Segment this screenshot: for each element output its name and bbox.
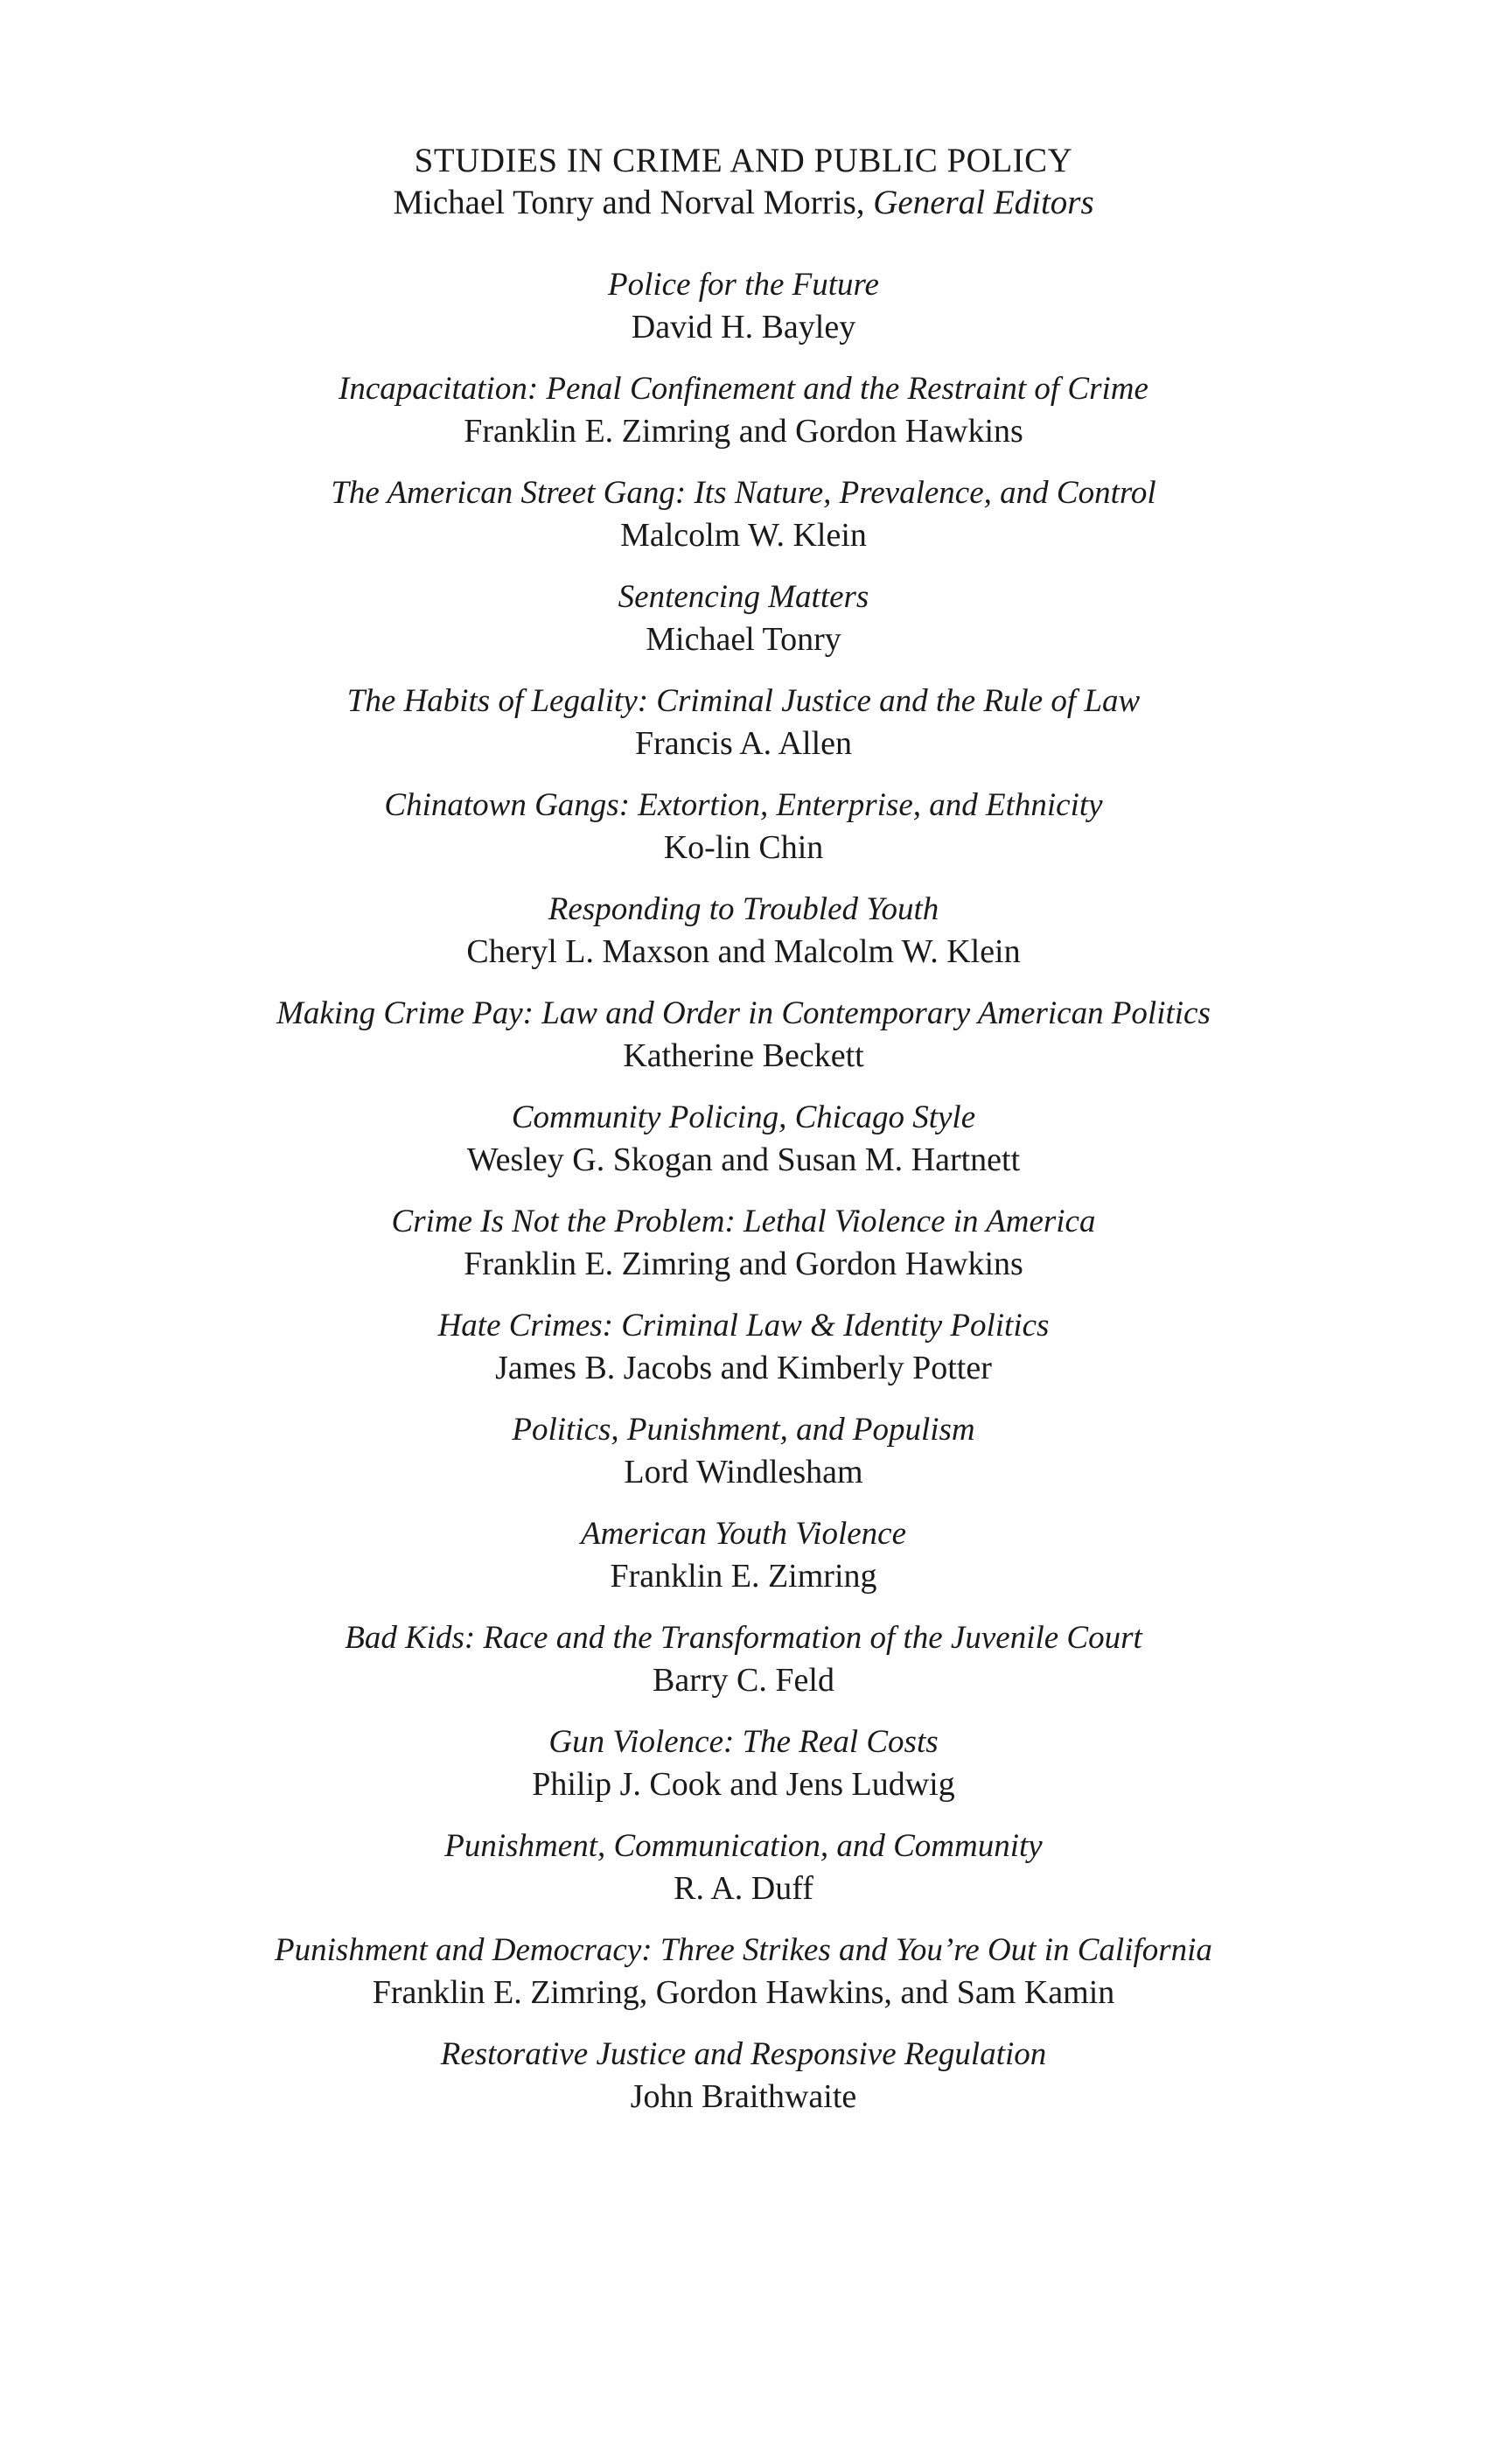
book-title: Politics, Punishment, and Populism bbox=[512, 1412, 975, 1448]
book-title: The Habits of Legality: Criminal Justice and the Rule of Law bbox=[346, 683, 1141, 719]
book-author: Michael Tonry bbox=[646, 621, 841, 658]
book-title: Incapacitation: Penal Confinement and the Restraint of Crime bbox=[339, 371, 1148, 407]
book-entry bbox=[0, 368, 1487, 452]
book-author: Franklin E. Zimring and Gordon Hawkins bbox=[464, 413, 1023, 450]
book-entry bbox=[0, 1513, 1487, 1597]
book-entry bbox=[0, 1930, 1487, 2014]
book-author: Francis A. Allen bbox=[634, 725, 853, 762]
book-entry bbox=[0, 889, 1487, 973]
book-author: John Braithwaite bbox=[630, 2078, 857, 2115]
book-entry bbox=[0, 1201, 1487, 1285]
book-author: James B. Jacobs and Kimberly Potter bbox=[495, 1350, 992, 1386]
book-author: Lord Windlesham bbox=[624, 1454, 863, 1490]
series-page bbox=[0, 140, 1487, 2138]
book-author: Franklin E. Zimring bbox=[610, 1558, 877, 1595]
book-author: Wesley G. Skogan and Susan M. Hartnett bbox=[466, 1141, 1021, 1178]
book-author: Franklin E. Zimring and Gordon Hawkins bbox=[464, 1246, 1023, 1282]
book-entry bbox=[0, 785, 1487, 869]
book-entry bbox=[0, 993, 1487, 1077]
book-title: Punishment, Communication, and Community bbox=[444, 1828, 1043, 1864]
book-entry bbox=[0, 681, 1487, 764]
book-title: The American Street Gang: Its Nature, Prevalence, and Control bbox=[331, 475, 1156, 511]
book-title: Community Policing, Chicago Style bbox=[511, 1099, 976, 1135]
book-entry bbox=[0, 472, 1487, 556]
book-title: Sentencing Matters bbox=[618, 579, 869, 615]
book-title: Police for the Future bbox=[608, 267, 879, 303]
book-author: R. A. Duff bbox=[674, 1870, 813, 1907]
book-author: Malcolm W. Klein bbox=[620, 517, 867, 554]
book-title: Gun Violence: The Real Costs bbox=[548, 1724, 939, 1760]
book-title: American Youth Violence bbox=[581, 1516, 906, 1552]
book-title: Chinatown Gangs: Extortion, Enterprise, and Ethnicity bbox=[384, 787, 1103, 823]
book-entry bbox=[0, 1617, 1487, 1701]
book-entry bbox=[0, 576, 1487, 660]
book-entry bbox=[0, 1825, 1487, 1909]
book-title: Hate Crimes: Criminal Law & Identity Politics bbox=[437, 1308, 1050, 1344]
book-entry bbox=[0, 2034, 1487, 2118]
editors-names: Michael Tonry and Norval Morris, bbox=[393, 184, 865, 221]
book-title: Making Crime Pay: Law and Order in Contemporary American Politics bbox=[276, 995, 1211, 1031]
book-author: David H. Bayley bbox=[631, 309, 856, 346]
book-author: Ko-lin Chin bbox=[663, 829, 824, 866]
book-author: Katherine Beckett bbox=[623, 1037, 864, 1074]
book-title: Responding to Troubled Youth bbox=[548, 891, 939, 927]
book-title: Crime Is Not the Problem: Lethal Violence in America bbox=[391, 1204, 1096, 1239]
book-author: Franklin E. Zimring, Gordon Hawkins, and Sam Kamin bbox=[372, 1974, 1115, 2011]
book-entry bbox=[0, 1097, 1487, 1181]
book-title: Punishment and Democracy: Three Strikes and You’re Out in California bbox=[275, 1932, 1212, 1968]
series-title: STUDIES IN CRIME AND PUBLIC POLICY bbox=[414, 142, 1073, 179]
book-title: Restorative Justice and Responsive Regulation bbox=[440, 2036, 1047, 2072]
editors-role: General Editors bbox=[873, 184, 1094, 221]
book-entry bbox=[0, 1305, 1487, 1389]
series-editors bbox=[0, 182, 1487, 224]
book-entry bbox=[0, 264, 1487, 348]
book-entry bbox=[0, 1409, 1487, 1493]
book-author: Cheryl L. Maxson and Malcolm W. Klein bbox=[466, 933, 1021, 970]
book-author: Barry C. Feld bbox=[653, 1662, 834, 1699]
series-header bbox=[0, 140, 1487, 224]
book-title: Bad Kids: Race and the Transformation of the Juvenile Court bbox=[345, 1620, 1142, 1656]
book-entry bbox=[0, 1721, 1487, 1805]
book-author: Philip J. Cook and Jens Ludwig bbox=[532, 1766, 955, 1803]
